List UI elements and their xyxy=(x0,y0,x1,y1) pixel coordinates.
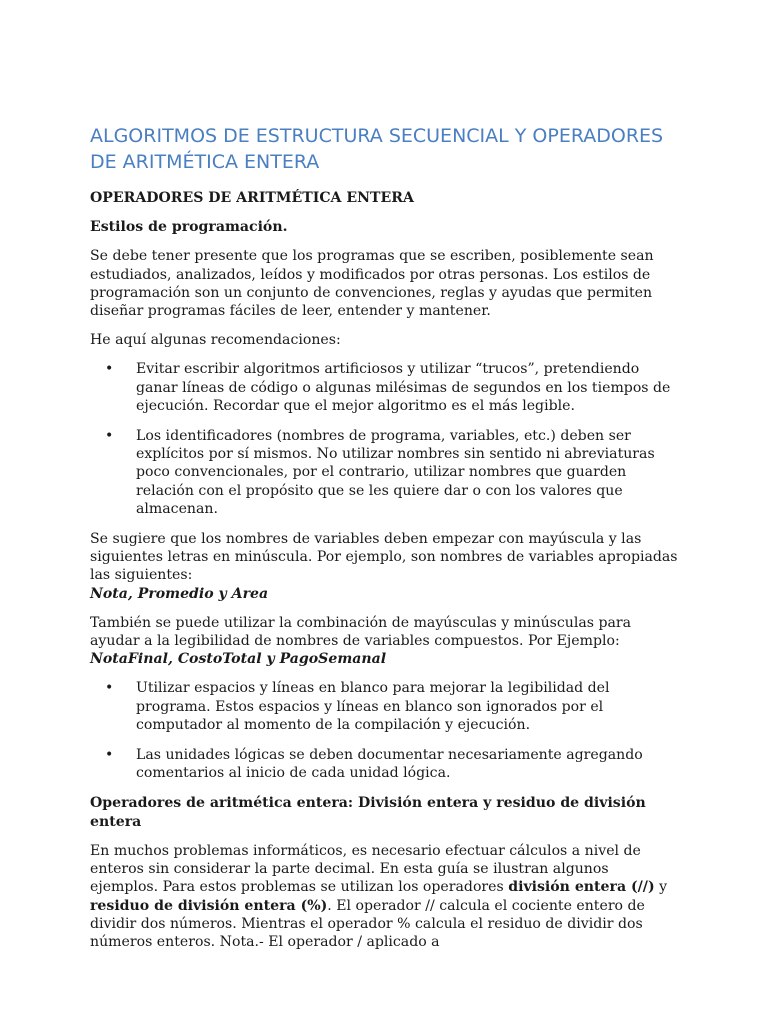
recommendations-intro: He aquí algunas recomendaciones: xyxy=(90,332,341,349)
bullet-icon: • xyxy=(105,747,114,764)
section-heading: OPERADORES DE ARITMÉTICA ENTERA xyxy=(90,190,414,206)
variables-text: Se sugiere que los nombres de variables deben empezar con mayúscula y las siguientes letras en minúscula. Por ejemplo, son nombres de variables apropiadas las siguientes: xyxy=(90,531,678,584)
bullet-icon: • xyxy=(105,361,114,378)
variables-examples: Nota, Promedio y Area xyxy=(90,585,269,602)
operators-paragraph xyxy=(90,842,678,951)
combination-text: También se puede utilizar la combinación de mayúsculas y minúsculas para ayudar a la legibilidad de nombres de variables compuestos. Por Ejemplo: xyxy=(90,614,632,650)
list-item xyxy=(90,746,678,782)
recommendations-list xyxy=(90,360,678,518)
list-item-text: Utilizar espacios y líneas en blanco para mejorar la legibilidad del programa. Estos espacios y líneas en blanco son ignorados por el computador al momento de la compilación y ejecución. xyxy=(136,680,610,733)
integer-division-term: división entera (//) xyxy=(508,879,655,896)
list-item-text: Las unidades lógicas se deben documentar necesariamente agregando comentarios al inicio de cada unidad lógica. xyxy=(136,747,643,782)
bullet-icon: • xyxy=(105,680,114,697)
list-item-text: Evitar escribir algoritmos artificiosos y utilizar “trucos”, pretendiendo ganar líneas de código o algunas milésimas de segundos en los tiempos de ejecución. Recordar que el mejor algoritmo es el más legible. xyxy=(136,361,671,414)
style-tips-list xyxy=(90,679,678,782)
operators-text-part1: En muchos problemas informáticos, es necesario efectuar cálculos a nivel de enteros sin considerar la parte decimal. En esta guía se ilustran algunos ejemplos. Para estos problemas se utilizan los operadores xyxy=(90,842,641,896)
combination-paragraph xyxy=(90,614,678,669)
intro-paragraph: Se debe tener presente que los programas que se escriben, posiblemente sean estudiados, analizados, leídos y modificados por otras personas. Los estilos de programación son un conjunto de convenciones, reglas y ayudas que permiten diseñar programas fáciles de leer, entender y mantener. xyxy=(90,248,654,320)
operators-heading: Operadores de aritmética entera: División entera y residuo de división entera xyxy=(90,795,646,830)
operators-text-part2: . El operador // calcula el cociente entero de dividir dos números. Mientras el operador % calcula el residuo de dividir dos números enteros. Nota.- El operador / aplicado a xyxy=(90,897,645,950)
list-item xyxy=(90,360,678,415)
subsection-heading: Estilos de programación. xyxy=(90,219,288,236)
modulo-term: residuo de división entera (%) xyxy=(90,897,328,914)
document-title: ALGORITMOS DE ESTRUCTURA SECUENCIAL Y OPERADORES DE ARITMÉTICA ENTERA xyxy=(90,125,664,173)
combination-examples: NotaFinal, CostoTotal y PagoSemanal xyxy=(90,651,387,668)
variables-paragraph xyxy=(90,530,678,603)
list-item xyxy=(90,679,678,734)
list-item-text: Los identificadores (nombres de programa, variables, etc.) deben ser explícitos por sí mismos. No utilizar nombres sin sentido ni abreviaturas poco convencionales, por el contrario, utilizar nombres que guarden relación con el propósito que se les quiere dar o con los valores que almacenan. xyxy=(136,428,655,517)
operators-conjunction: y xyxy=(659,879,668,896)
bullet-icon: • xyxy=(105,428,114,445)
list-item xyxy=(90,427,678,518)
